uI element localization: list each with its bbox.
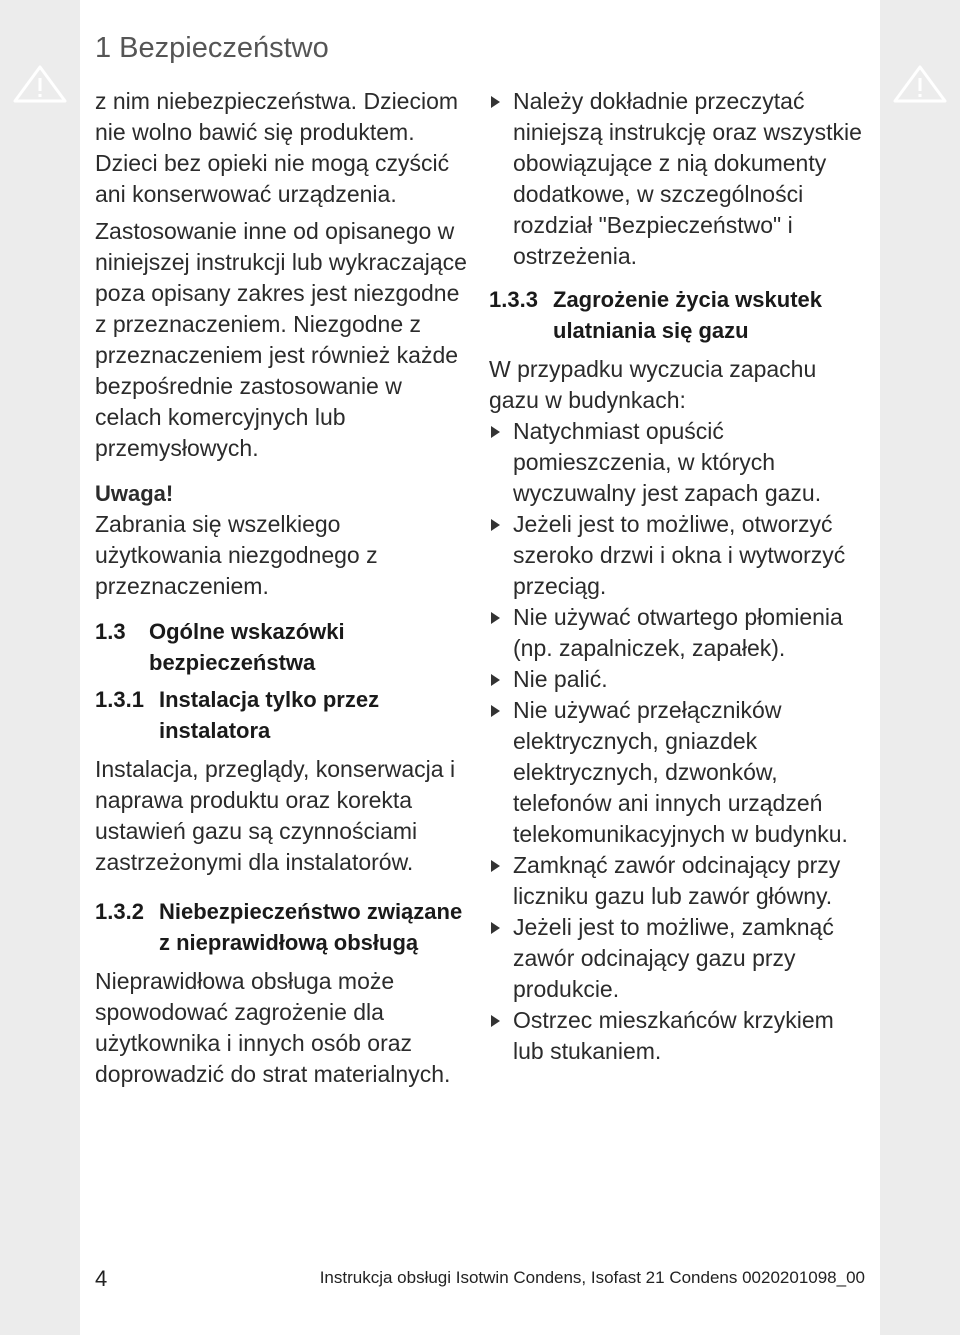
left-margin-bar: [0, 0, 80, 1335]
list-item-text: Ostrzec mieszkańców krzykiem lub stukaniem.: [513, 1007, 834, 1064]
section-heading-1-3-2: [95, 896, 473, 958]
section-title: Niebezpieczeństwo związane z nieprawidłową obsługą: [159, 899, 463, 955]
warning-triangle-icon: [12, 64, 68, 104]
list-item: [489, 695, 867, 850]
list-item: [489, 509, 867, 602]
list-item: [489, 1005, 867, 1067]
right-column: [489, 86, 867, 1067]
section-number: 1.3.2: [95, 899, 144, 924]
section-title: Instalacja tylko przez instalatora: [159, 687, 380, 743]
bullet-triangle-icon: [491, 1015, 500, 1027]
bullet-triangle-icon: [491, 519, 500, 531]
paragraph-installation: Instalacja, przeglądy, konserwacja i naprawa produktu oraz korekta ustawień gazu są czynnościami zastrzeżonymi dla instalatorów.: [95, 756, 456, 875]
section-title: Zagrożenie życia wskutek ulatniania się gazu: [553, 287, 822, 343]
paragraph-gas-smell: W przypadku wyczucia zapachu gazu w budynkach:: [489, 356, 817, 413]
footer-document-info: Instrukcja obsługi Isotwin Condens, Isofast 21 Condens 0020201098_00: [319, 1268, 865, 1287]
list-item-text: Nie palić.: [513, 666, 608, 692]
warning-triangle-icon: [892, 64, 948, 104]
section-number: 1.3: [95, 619, 126, 644]
list-item: [489, 602, 867, 664]
list-item-text: Zamknąć zawór odcinający przy liczniku gazu lub zawór główny.: [513, 852, 841, 909]
list-item-text: Nie używać otwartego płomienia (np. zapalniczek, zapałek).: [513, 604, 843, 661]
paragraph-children: z nim niebezpieczeństwa. Dzieciom nie wolno bawić się produktem. Dzieci bez opieki nie mogą czyścić ani konserwować urządzenia.: [95, 88, 459, 207]
list-item-text: Jeżeli jest to możliwe, otworzyć szeroko drzwi i okna i wytworzyć przeciąg.: [513, 511, 846, 599]
bullet-triangle-icon: [491, 860, 500, 872]
bullet-triangle-icon: [491, 426, 500, 438]
section-heading-1-3: [95, 616, 473, 678]
section-number: 1.3.3: [489, 287, 538, 312]
warning-label: Uwaga!: [95, 481, 174, 506]
list-item: [489, 664, 867, 695]
bullet-triangle-icon: [491, 96, 500, 108]
section-heading-1-3-1: [95, 684, 473, 746]
intro-bullet-list: [489, 86, 867, 272]
warning-text: Zabrania się wszelkiego użytkowania niezgodnego z przeznaczeniem.: [95, 511, 378, 599]
list-item: [489, 912, 867, 1005]
list-item: [489, 416, 867, 509]
list-item-text: Jeżeli jest to możliwe, zamknąć zawór odcinający gazu przy produkcie.: [513, 914, 834, 1002]
list-item-text: Natychmiast opuścić pomieszczenia, w których wyczuwalny jest zapach gazu.: [513, 418, 822, 506]
bullet-triangle-icon: [491, 612, 500, 624]
list-item-text: Należy dokładnie przeczytać niniejszą instrukcję oraz wszystkie obowiązujące z nią dokumenty dodatkowe, w szczególności rozdział "Bezpieczeństwo" i ostrzeżenia.: [513, 88, 862, 269]
gas-actions-list: [489, 416, 867, 1067]
list-item: [489, 86, 867, 272]
paragraph-improper-use: Nieprawidłowa obsługa może spowodować zagrożenie dla użytkownika i innych osób oraz doprowadzić do strat materialnych.: [95, 968, 451, 1087]
paragraph-intended-use: Zastosowanie inne od opisanego w niniejszej instrukcji lub wykraczające poza opisany zakres jest niezgodne z przeznaczeniem. Niezgodne z przeznaczeniem jest również każde bezpośrednie zastosowanie w celach komercyjnych lub przemysłowych.: [95, 218, 467, 461]
section-heading-1-3-3: [489, 284, 867, 346]
bullet-triangle-icon: [491, 922, 500, 934]
list-item-text: Nie używać przełączników elektrycznych, gniazdek elektrycznych, dzwonków, telefonów ani innych urządzeń telekomunikacyjnych w budynku.: [513, 697, 848, 847]
bullet-triangle-icon: [491, 674, 500, 686]
section-number: 1.3.1: [95, 687, 144, 712]
right-margin-bar: [880, 0, 960, 1335]
list-item: [489, 850, 867, 912]
chapter-title: 1 Bezpieczeństwo: [95, 32, 329, 64]
bullet-triangle-icon: [491, 705, 500, 717]
left-column: [95, 86, 473, 1090]
section-title: Ogólne wskazówki bezpieczeństwa: [149, 619, 345, 675]
page-number: 4: [95, 1266, 108, 1291]
